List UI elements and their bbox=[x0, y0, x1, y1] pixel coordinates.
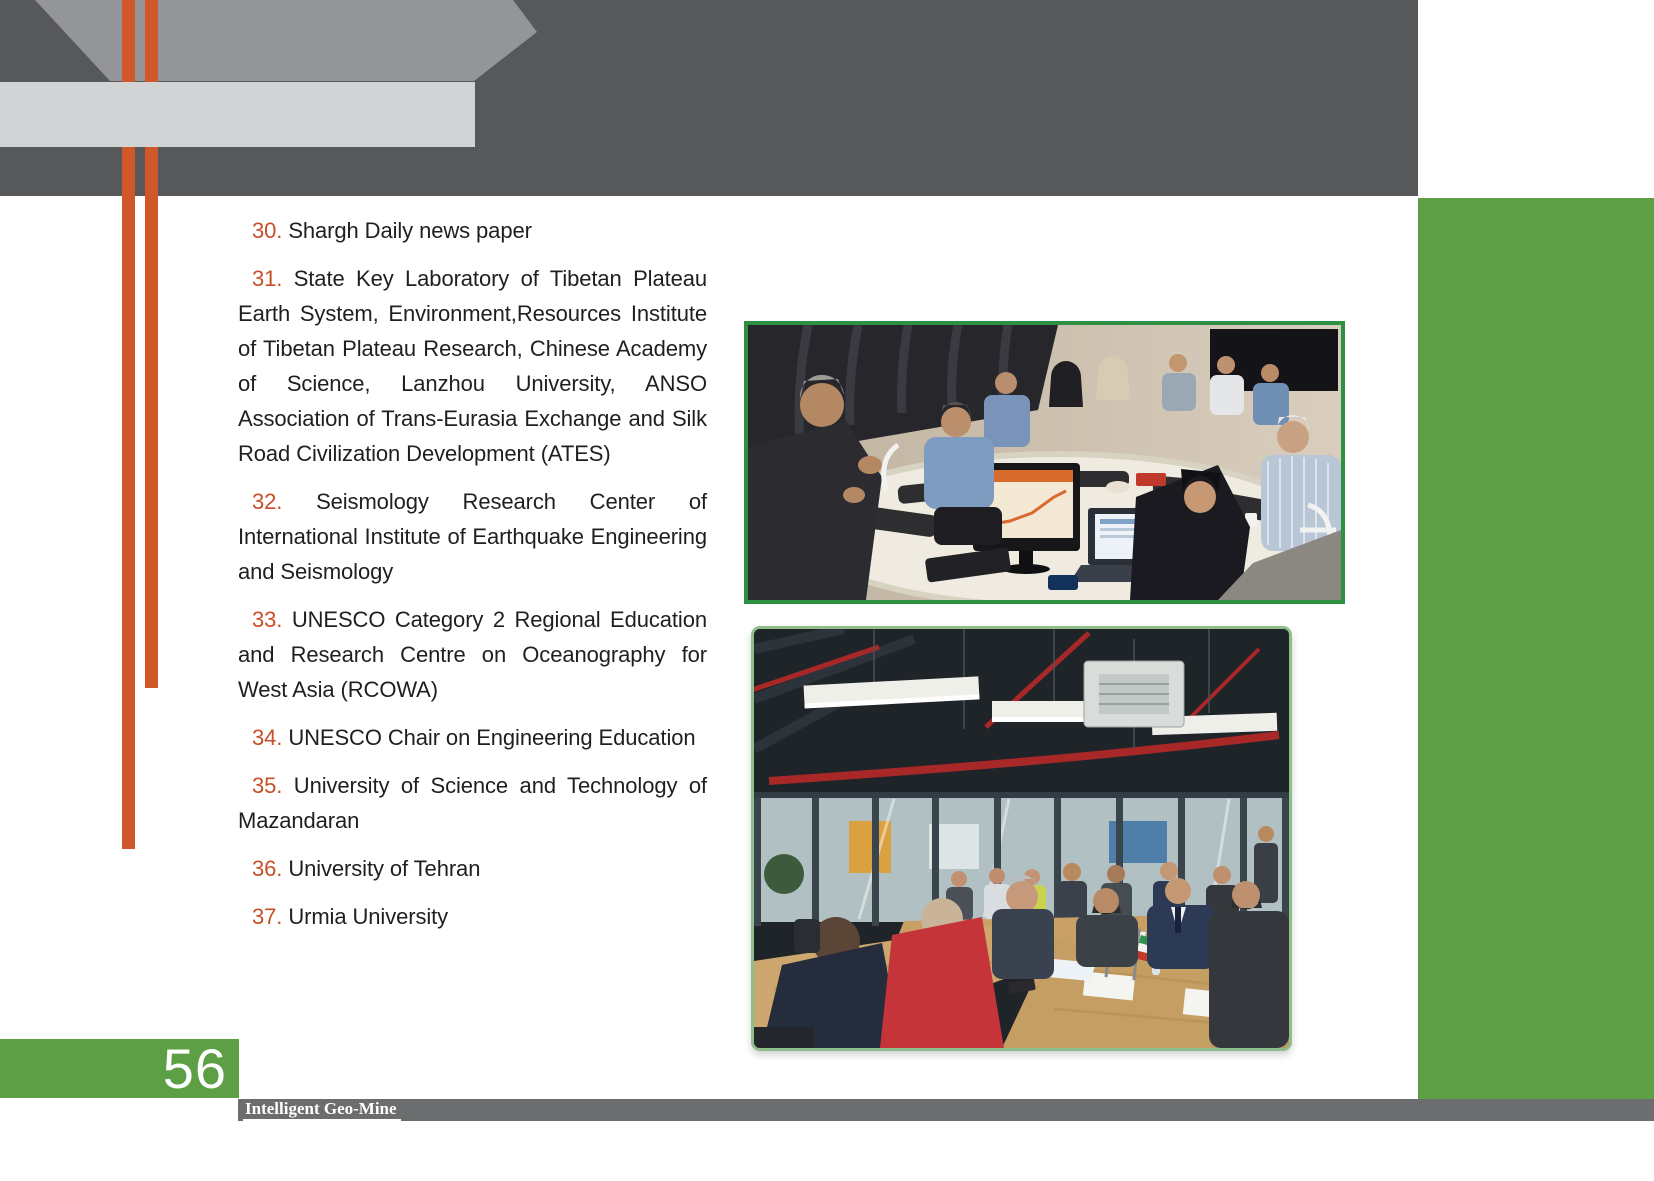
footer-title: Intelligent Geo-Mine bbox=[243, 1100, 401, 1121]
list-item-number: 31. bbox=[252, 266, 283, 291]
list-item bbox=[238, 768, 707, 838]
list-item bbox=[238, 213, 707, 248]
list-item-text: Seismology Research Center of International Institute of Earthquake Engineering and Seismology bbox=[238, 489, 707, 584]
list-item bbox=[238, 899, 707, 934]
photo-conference-meeting bbox=[744, 321, 1345, 604]
photo1-illustration bbox=[748, 325, 1341, 600]
list-item-number: 35. bbox=[252, 773, 283, 798]
list-item-number: 34. bbox=[252, 725, 283, 750]
list-item bbox=[238, 851, 707, 886]
list-item bbox=[238, 602, 707, 707]
photo2-illustration bbox=[754, 629, 1289, 1048]
list-item-text: University of Science and Technology of Mazandaran bbox=[238, 773, 707, 833]
list-item-number: 33. bbox=[252, 607, 283, 632]
numbered-list bbox=[238, 213, 707, 947]
list-item bbox=[238, 720, 707, 755]
list-item bbox=[238, 484, 707, 589]
photo2-ac-unit bbox=[1084, 661, 1184, 727]
list-item-text: University of Tehran bbox=[288, 856, 481, 881]
list-item-text: State Key Laboratory of Tibetan Plateau Earth System, Environment,Resources Institute of Tibetan Plateau Research, Chinese Academy of Science, Lanzhou University, ANSO Association of Trans-Eurasia Exchange and Silk Road Civilization Development (ATES) bbox=[238, 266, 707, 466]
photo1-phone bbox=[1048, 575, 1078, 590]
list-item-text: UNESCO Chair on Engineering Education bbox=[288, 725, 696, 750]
footer-bar bbox=[238, 1099, 1654, 1121]
green-sidebar bbox=[1418, 198, 1654, 1099]
header-light-band bbox=[0, 82, 475, 147]
list-item-text: Urmia University bbox=[288, 904, 449, 929]
list-item-text: UNESCO Category 2 Regional Education and Research Centre on Oceanography for West Asia (RCOWA) bbox=[238, 607, 707, 702]
photo-delegation-meeting bbox=[751, 626, 1292, 1051]
list-item-number: 37. bbox=[252, 904, 283, 929]
list-item-number: 30. bbox=[252, 218, 283, 243]
page-number-block bbox=[0, 1036, 239, 1100]
list-item bbox=[238, 261, 707, 471]
list-item-number: 32. bbox=[252, 489, 283, 514]
page-number: 56 bbox=[162, 1036, 227, 1100]
list-item-number: 36. bbox=[252, 856, 283, 881]
list-item-text: Shargh Daily news paper bbox=[288, 218, 532, 243]
